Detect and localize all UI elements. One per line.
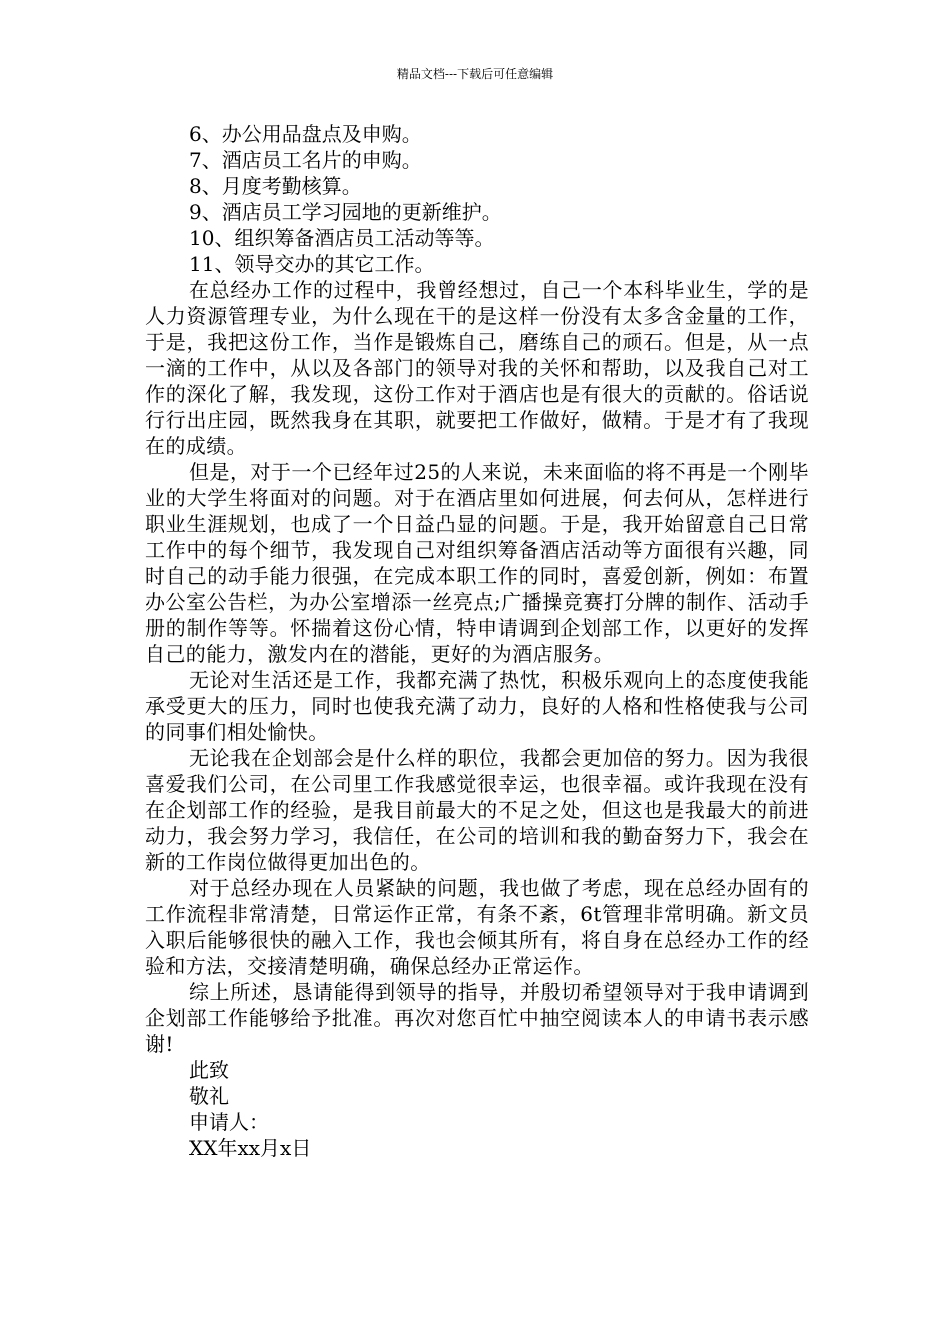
paragraph-conclusion: 综上所述，恳请能得到领导的指导，并殷切希望领导对于我申请调到企划部工作能够给予批准。再次对您百忙中抽空阅读本人的申请书表示感谢! xyxy=(145,980,809,1056)
document-body xyxy=(145,121,809,1161)
duty-item-6: 6、办公用品盘点及申购。 xyxy=(189,122,422,146)
duty-item-8: 8、月度考勤核算。 xyxy=(189,174,362,198)
closing-salutation: 此致 xyxy=(189,1058,229,1082)
paragraph-career-plan: 但是，对于一个已经年过25的人来说，未来面临的将不再是一个刚毕业的大学生将面对的问题。对于在酒店里如何进展，何去何从，怎样进行职业生涯规划，也成了一个日益凸显的问题。于是，我开始留意自己日常工作中的每个细节，我发现自己对组织筹备酒店活动等方面很有兴趣，同时自己的动手能力很强，在完成本职工作的同时，喜爱创新，例如：布置办公室公告栏，为办公室增添一丝亮点;广播操竞赛打分牌的制作、活动手册的制作等等。怀揣着这份心情，特申请调到企划部工作，以更好的发挥自己的能力，激发内在的潜能，更好的为酒店服务。 xyxy=(145,460,809,666)
duty-item-7: 7、酒店员工名片的申购。 xyxy=(189,148,422,172)
paragraph-attitude: 无论对生活还是工作，我都充满了热忱，积极乐观向上的态度使我能承受更大的压力，同时也使我充满了动力，良好的人格和性格使我与公司的同事们相处愉快。 xyxy=(145,668,809,744)
paragraph-handover: 对于总经办现在人员紧缺的问题，我也做了考虑，现在总经办固有的工作流程非常清楚，日常运作正常，有条不紊，6t管理非常明确。新文员入职后能够很快的融入工作，我也会倾其所有，将自身在总经办工作的经验和方法，交接清楚明确，确保总经办正常运作。 xyxy=(145,876,809,978)
closing-regards: 敬礼 xyxy=(189,1084,229,1108)
duty-item-11: 11、领导交办的其它工作。 xyxy=(189,252,435,276)
paragraph-reflection: 在总经办工作的过程中，我曾经想过，自己一个本科毕业生，学的是人力资源管理专业，为什么现在干的是这样一份没有太多含金量的工作，于是，我把这份工作，当作是锻炼自己，磨练自己的顽石。但是，从一点一滴的工作中，从以及各部门的领导对我的关怀和帮助，以及我自己对工作的深化了解，我发现，这份工作对于酒店也是有很大的贡献的。俗话说行行出庄园，既然我身在其职，就要把工作做好，做精。于是才有了我现在的成绩。 xyxy=(145,278,809,458)
duty-item-9: 9、酒店员工学习园地的更新维护。 xyxy=(189,200,502,224)
duty-item-10: 10、组织筹备酒店员工活动等等。 xyxy=(189,226,495,250)
applicant-label: 申请人： xyxy=(189,1110,269,1134)
page-header: 精品文档---下载后可任意编辑 xyxy=(396,67,554,81)
paragraph-commitment: 无论我在企划部会是什么样的职位，我都会更加倍的努力。因为我很喜爱我们公司，在公司里工作我感觉很幸运，也很幸福。或许我现在没有在企划部工作的经验，是我目前最大的不足之处，但这也是我最大的前进动力，我会努力学习，我信任，在公司的培训和我的勤奋努力下，我会在新的工作岗位做得更加出色的。 xyxy=(145,746,809,874)
signature-date: XX年xx月x日 xyxy=(189,1136,312,1160)
